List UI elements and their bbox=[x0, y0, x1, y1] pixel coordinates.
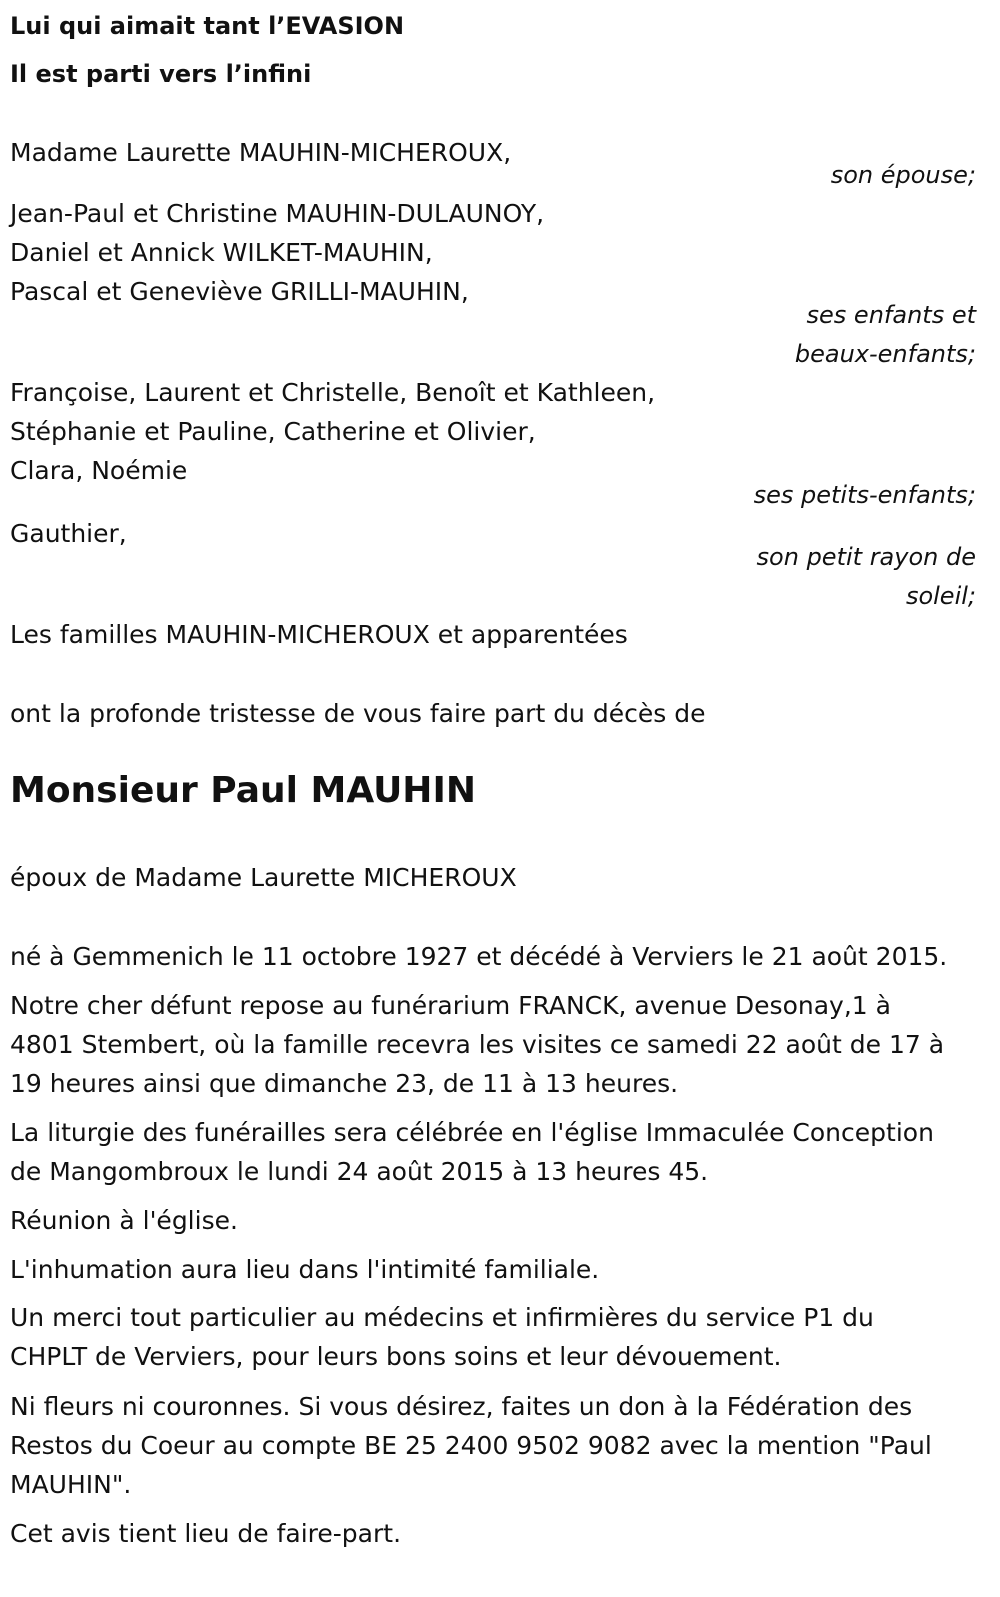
child-1: Jean-Paul et Christine MAUHIN-DULAUNOY, bbox=[10, 199, 545, 228]
great-grandchild: Gauthier, bbox=[10, 519, 127, 548]
great-role-2: soleil; bbox=[905, 582, 976, 610]
liturgie-paragraph bbox=[10, 1113, 934, 1191]
repose-paragraph bbox=[10, 986, 944, 1103]
fleurs-line-3: MAUHIN". bbox=[10, 1470, 132, 1499]
grandchildren-1: Françoise, Laurent et Christelle, Benoît et Kathleen, bbox=[10, 378, 656, 407]
wife-name: Madame Laurette MAUHIN-MICHEROUX, bbox=[10, 138, 512, 167]
fleurs-line-2: Restos du Coeur au compte BE 25 2400 9502 9082 avec la mention "Paul bbox=[10, 1431, 932, 1460]
child-3: Pascal et Geneviève GRILLI-MAUHIN, bbox=[10, 277, 469, 306]
repose-line-3: 19 heures ainsi que dimanche 23, de 11 à 13 heures. bbox=[10, 1069, 679, 1098]
deceased-name: Monsieur Paul MAUHIN bbox=[10, 770, 476, 811]
announcement-line: ont la profonde tristesse de vous faire part du décès de bbox=[10, 699, 706, 728]
liturgie-line-1: La liturgie des funérailles sera célébrée en l'église Immaculée Conception bbox=[10, 1118, 934, 1147]
repose-line-2: 4801 Stembert, où la famille recevra les visites ce samedi 22 août de 17 à bbox=[10, 1030, 945, 1059]
header-line-1: Lui qui aimait tant l’EVASION bbox=[10, 12, 405, 40]
fleurs-line-1: Ni fleurs ni couronnes. Si vous désirez, faites un don à la Fédération des bbox=[10, 1392, 913, 1421]
merci-paragraph bbox=[10, 1298, 874, 1376]
reunion-line: Réunion à l'église. bbox=[10, 1206, 238, 1235]
closing-line: Cet avis tient lieu de faire-part. bbox=[10, 1519, 402, 1548]
liturgie-line-2: de Mangombroux le lundi 24 août 2015 à 13 heures 45. bbox=[10, 1157, 709, 1186]
grandchildren-2: Stéphanie et Pauline, Catherine et Olivier, bbox=[10, 417, 536, 446]
repose-line-1: Notre cher défunt repose au funérarium FRANCK, avenue Desonay,1 à bbox=[10, 991, 891, 1020]
grandchildren-role: ses petits-enfants; bbox=[753, 481, 976, 509]
children-role-1: ses enfants et bbox=[806, 301, 976, 329]
child-2: Daniel et Annick WILKET-MAUHIN, bbox=[10, 238, 433, 267]
inhumation-line: L'inhumation aura lieu dans l'intimité familiale. bbox=[10, 1255, 600, 1284]
deceased-dates: né à Gemmenich le 11 octobre 1927 et décédé à Verviers le 21 août 2015. bbox=[10, 942, 948, 971]
children-role-2: beaux-enfants; bbox=[794, 340, 976, 368]
wife-role: son épouse; bbox=[830, 161, 976, 189]
deceased-spouse: époux de Madame Laurette MICHEROUX bbox=[10, 863, 517, 892]
merci-line-1: Un merci tout particulier au médecins et infirmières du service P1 du bbox=[10, 1303, 874, 1332]
great-role-1: son petit rayon de bbox=[756, 543, 976, 571]
grandchildren-3: Clara, Noémie bbox=[10, 456, 188, 485]
header-line-2: Il est parti vers l’infini bbox=[10, 60, 312, 88]
fleurs-paragraph bbox=[10, 1387, 932, 1504]
families-line: Les familles MAUHIN-MICHEROUX et apparentées bbox=[10, 620, 628, 649]
merci-line-2: CHPLT de Verviers, pour leurs bons soins et leur dévouement. bbox=[10, 1342, 782, 1371]
